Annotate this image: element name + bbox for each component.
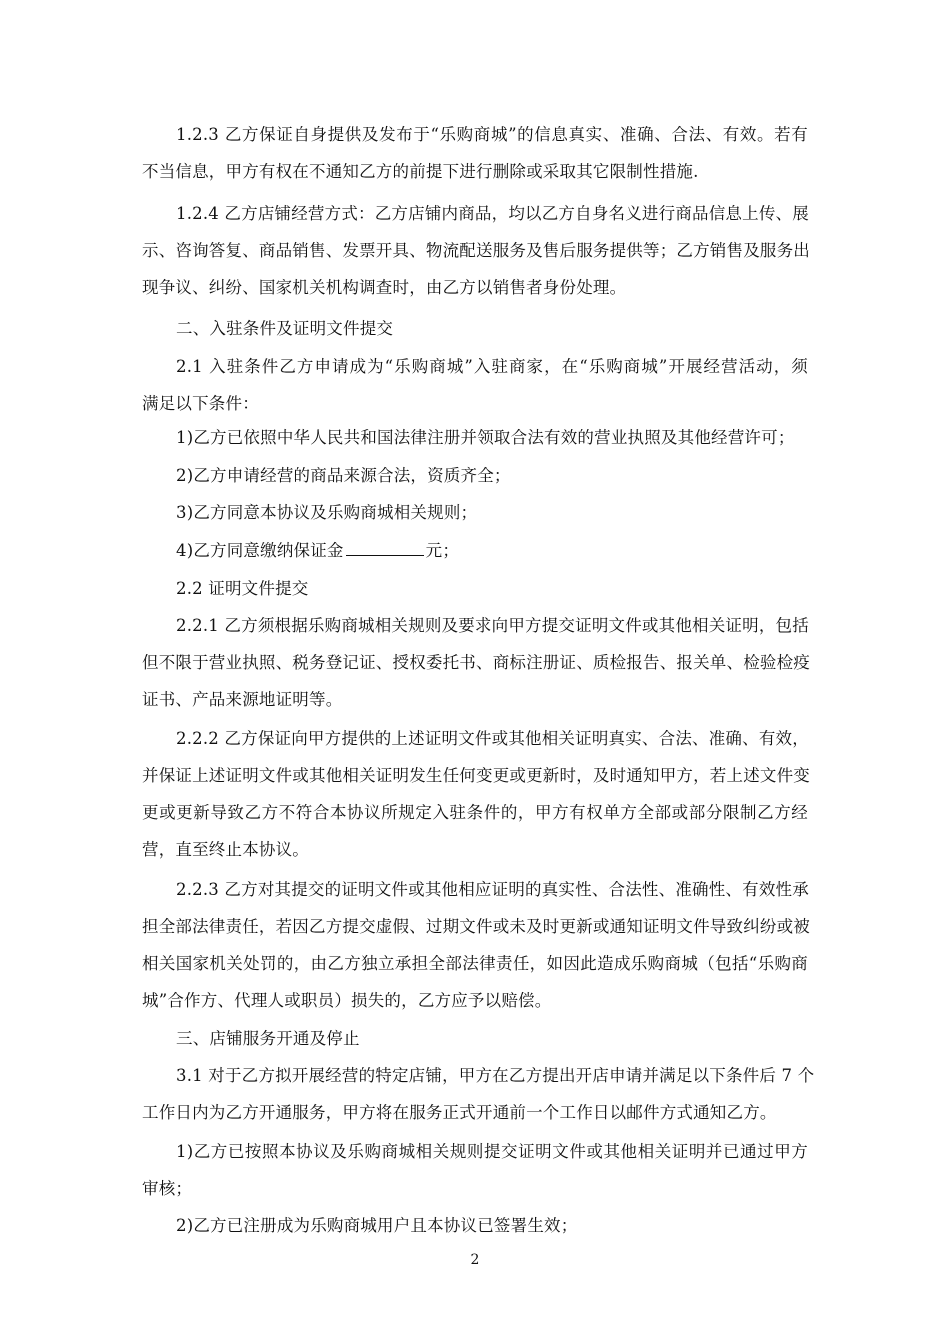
paragraph-line: 并保证上述证明文件或其他相关证明发生任何变更或更新时，及时通知甲方，若上述文件变 bbox=[142, 766, 810, 785]
paragraph-line: 3.1 对于乙方拟开展经营的特定店铺，甲方在乙方提出开店申请并满足以下条件后 7 个 bbox=[176, 1066, 815, 1085]
deposit-unit: 元； bbox=[425, 541, 460, 560]
paragraph-line: 证书、产品来源地证明等。 bbox=[142, 690, 343, 709]
paragraph-line: 2.2.1 乙方须根据乐购商城相关规则及要求向甲方提交证明文件或其他相关证明，包括 bbox=[176, 616, 809, 635]
paragraph-line: 现争议、纠纷、国家机关机构调查时，由乙方以销售者身份处理。 bbox=[142, 278, 627, 297]
paragraph-line: 2.1 入驻条件乙方申请成为“乐购商城”入驻商家，在“乐购商城”开展经营活动，须 bbox=[176, 357, 808, 376]
paragraph-line: 但不限于营业执照、税务登记证、授权委托书、商标注册证、质检报告、报关单、检验检疫 bbox=[142, 653, 810, 672]
paragraph-line: 示、咨询答复、商品销售、发票开具、物流配送服务及售后服务提供等；乙方销售及服务出 bbox=[142, 241, 810, 260]
paragraph-line: 工作日内为乙方开通服务，甲方将在服务正式开通前一个工作日以邮件方式通知乙方。 bbox=[142, 1103, 777, 1122]
deposit-amount-blank bbox=[346, 539, 424, 556]
list-item: 2)乙方申请经营的商品来源合法，资质齐全； bbox=[176, 466, 511, 485]
paragraph-line: 担全部法律责任，若因乙方提交虚假、过期文件或未及时更新或通知证明文件导致纠纷或被 bbox=[142, 917, 810, 936]
paragraph-line: 2.2.3 乙方对其提交的证明文件或其他相应证明的真实性、合法性、准确性、有效性承 bbox=[176, 880, 809, 899]
paragraph-line: 2.2.2 乙方保证向甲方提供的上述证明文件或其他相关证明真实、合法、准确、有效， bbox=[176, 729, 809, 748]
list-item: 2)乙方已注册成为乐购商城用户且本协议已签署生效； bbox=[176, 1216, 578, 1235]
paragraph-line: 1.2.3 乙方保证自身提供及发布于“乐购商城”的信息真实、准确、合法、有效。若有 bbox=[176, 125, 808, 144]
paragraph-line: 城”合作方、代理人或职员）损失的，乙方应予以赔偿。 bbox=[142, 991, 552, 1010]
paragraph-line: 更或更新导致乙方不符合本协议所规定入驻条件的，甲方有权单方全部或部分限制乙方经 bbox=[142, 803, 808, 822]
paragraph-line: 1.2.4 乙方店铺经营方式：乙方店铺内商品，均以乙方自身名义进行商品信息上传、展 bbox=[176, 204, 809, 223]
paragraph-line: 相关国家机关处罚的，由乙方独立承担全部法律责任，如因此造成乐购商城（包括“乐购商 bbox=[142, 954, 808, 973]
list-item: 1)乙方已按照本协议及乐购商城相关规则提交证明文件或其他相关证明并已通过甲方 bbox=[176, 1142, 808, 1161]
deposit-text: 4)乙方同意缴纳保证金 bbox=[176, 541, 344, 560]
list-item-deposit bbox=[176, 537, 808, 561]
section-heading: 二、入驻条件及证明文件提交 bbox=[176, 319, 394, 338]
paragraph-line: 满足以下条件： bbox=[142, 394, 259, 413]
section-heading: 2.2 证明文件提交 bbox=[176, 579, 309, 598]
section-heading: 三、店铺服务开通及停止 bbox=[176, 1029, 360, 1048]
paragraph-line: 不当信息，甲方有权在不通知乙方的前提下进行删除或采取其它限制性措施. bbox=[142, 162, 699, 181]
list-item: 3)乙方同意本协议及乐购商城相关规则； bbox=[176, 503, 478, 522]
paragraph-line: 营，直至终止本协议。 bbox=[142, 840, 309, 859]
list-item: 1)乙方已依照中华人民共和国法律注册并领取合法有效的营业执照及其他经营许可； bbox=[176, 428, 795, 447]
page-number: 2 bbox=[470, 1252, 480, 1268]
list-item-continuation: 审核； bbox=[142, 1179, 193, 1198]
